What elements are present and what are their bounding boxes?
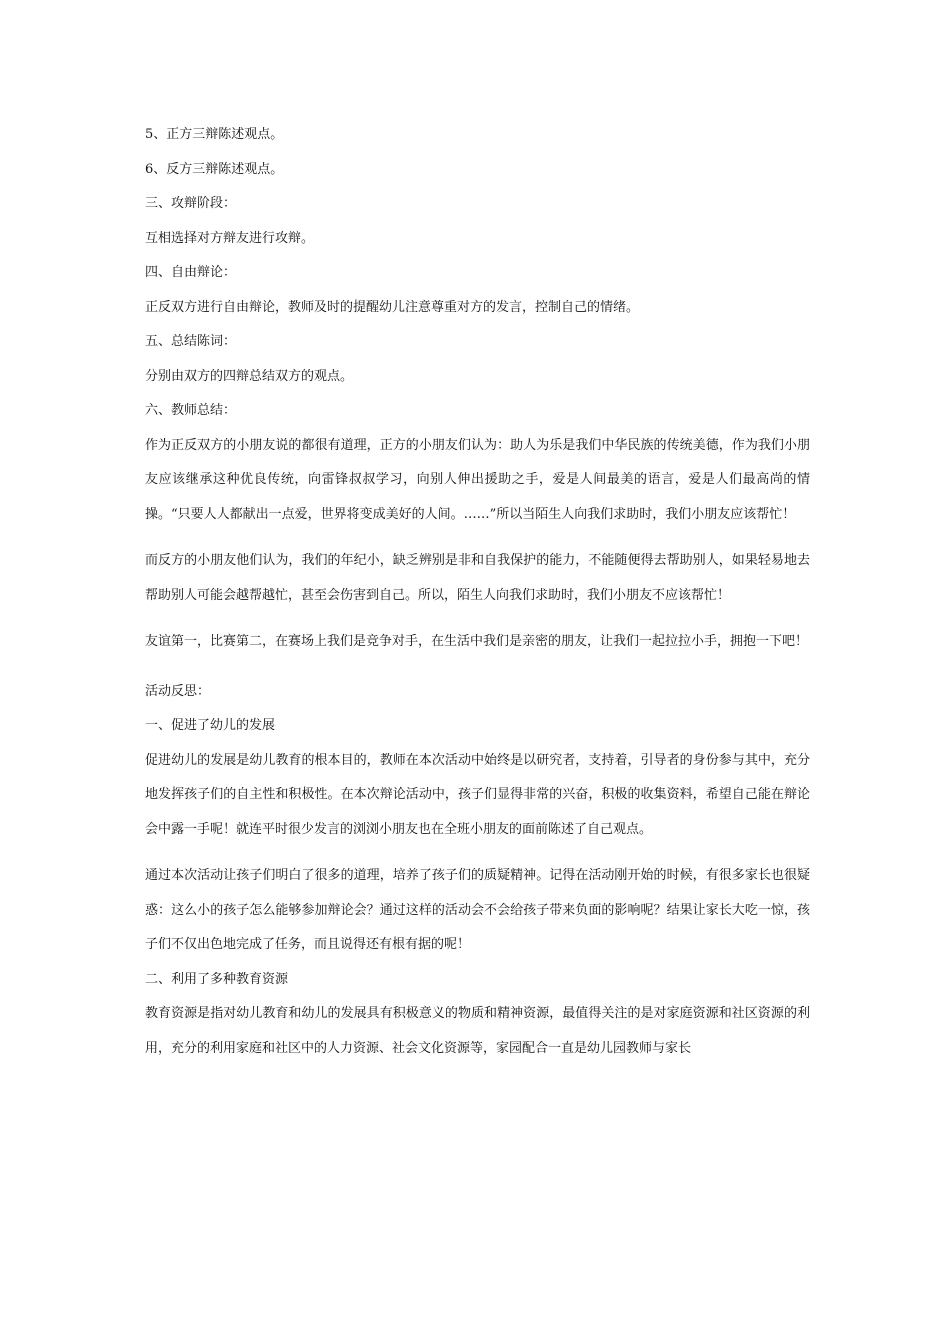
document-page — [145, 118, 810, 1066]
reflection-1-paragraph-2: 通过本次活动让孩子们明白了很多的道理，培养了孩子们的质疑精神。记得在活动刚开始的时候，有很多家长也很疑惑：这么小的孩子怎么能够参加辩论会？通过这样的活动会不会给孩子带来负面的影响呢？结果让家长大吃一惊，孩子们不仅出色地完成了任务，而且说得还有根有据的呢！ — [145, 868, 810, 952]
reflection-1-paragraph-1: 促进幼儿的发展是幼儿教育的根本目的，教师在本次活动中始终是以研究者，支持着，引导者的身份参与其中，充分地发挥孩子们的自主性和积极性。在本次辩论活动中，孩子们显得非常的兴奋，积极的收集资料，希望自己能在辩论会中露一手呢！就连平时很少发言的浏浏小朋友也在全班小朋友的面前陈述了自己观点。 — [145, 752, 810, 837]
step-6: 6、反方三辩陈述观点。 — [145, 161, 284, 177]
section-4-title: 四、自由辩论： — [145, 265, 237, 280]
teacher-summary-paragraph-3: 友谊第一，比赛第二，在赛场上我们是竞争对手，在生活中我们是亲密的朋友，让我们一起拉拉小手，拥抱一下吧！ — [145, 634, 809, 649]
reflection-2-paragraph-1: 教育资源是指对幼儿教育和幼儿的发展具有积极意义的物质和精神资源，最值得关注的是对家庭资源和社区资源的利用，充分的利用家庭和社区中的人力资源、社会文化资源等，家园配合一直是幼儿园教师与家长 — [145, 1006, 810, 1056]
section-5-text: 分别由双方的四辩总结双方的观点。 — [145, 368, 354, 384]
paragraph-gap — [145, 847, 810, 859]
reflection-title: 活动反思： — [145, 683, 211, 699]
teacher-summary-paragraph-1: 作为正反双方的小朋友说的都很有道理，正方的小朋友们认为：助人为乐是我们中华民族的传统美德，作为我们小朋友应该继承这种优良传统，向雷锋叔叔学习，向别人伸出援助之手，爱是人间最美的语言，爱是人们最高尚的情操。“只要人人都献出一点爱，世界将变成美好的人间。……”所以当陌生人向我们求助时，我们小朋友应该帮忙！ — [145, 437, 810, 522]
paragraph-gap — [145, 660, 810, 675]
teacher-summary-paragraph-2: 而反方的小朋友他们认为，我们的年纪小，缺乏辨别是非和自我保护的能力，不能随便得去帮助别人，如果轻易地去帮助别人可能会越帮越忙，甚至会伤害到自己。所以，陌生人向我们求助时，我们小朋友不应该帮忙！ — [145, 553, 810, 603]
section-5-title: 五、总结陈词： — [145, 334, 237, 349]
section-4-text: 正反双方进行自由辩论，教师及时的提醒幼儿注意尊重对方的发言，控制自己的情绪。 — [145, 299, 640, 315]
section-3-text: 互相选择对方辩友进行攻辩。 — [145, 230, 315, 246]
reflection-2-title: 二、利用了多种教育资源 — [145, 971, 289, 987]
section-3-title: 三、攻辩阶段： — [145, 196, 237, 211]
paragraph-gap — [145, 532, 810, 544]
reflection-1-title: 一、促进了幼儿的发展 — [145, 718, 276, 733]
section-6-title: 六、教师总结： — [145, 403, 237, 418]
step-5: 5、正方三辩陈述观点。 — [145, 127, 284, 142]
paragraph-gap — [145, 613, 810, 625]
